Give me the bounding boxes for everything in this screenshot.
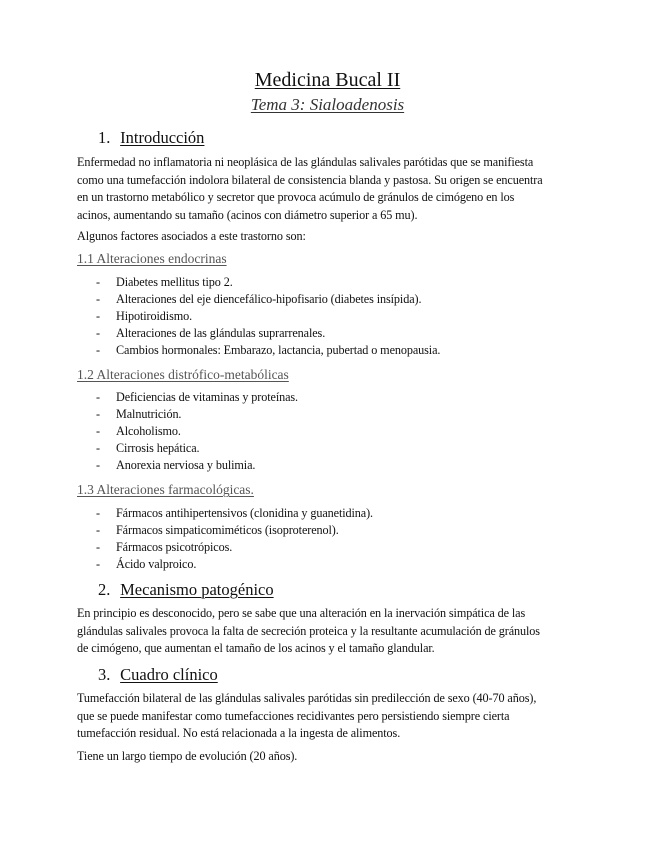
document-title: Medicina Bucal II [254,69,401,91]
subsection-heading-endocrinas: 1.1 Alteraciones endocrinas [77,251,227,266]
bullet-dash: - [96,441,100,455]
subsection-heading-distrofico-metabolicas: 1.2 Alteraciones distrófico-metabólicas [77,367,289,382]
list-item-text: Alcoholismo. [116,424,181,438]
paragraph-line: de cimógeno, que aumentan el tamaño de los acinos y el tamaño glandular. [77,641,435,655]
section-heading-mecanismo [98,580,274,600]
bullet-dash: - [96,424,100,438]
bullet-dash: - [96,407,100,421]
paragraph-line: como una tumefacción indolora bilateral de consistencia blanda y pastosa. Su origen se encuentra [77,172,543,187]
list-item-text: Fármacos antihipertensivos (clonidina y guanetidina). [116,506,373,520]
list-item-text: Cambios hormonales: Embarazo, lactancia, pubertad o menopausia. [116,343,441,357]
paragraph-factores [77,228,587,246]
paragraph-introduccion [77,154,587,224]
list-item-text: Malnutrición. [116,407,182,421]
list-item-text: Fármacos psicotrópicos. [116,540,233,554]
bullet-dash: - [96,309,100,323]
bullet-dash: - [96,343,100,357]
list-item-text: Alteraciones de las glándulas suprarrenales. [116,326,326,340]
section-number: 2. [98,580,111,599]
section-title: Mecanismo patogénico [120,580,274,599]
paragraph-line: que se puede manifestar como tumefacciones recidivantes pero persistiendo siempre cierta [77,708,510,723]
list-item-text: Deficiencias de vitaminas y proteínas. [116,390,298,404]
bullet-dash: - [96,326,100,340]
list-item-text: Fármacos simpaticomiméticos (isoproterenol). [116,523,339,537]
bullet-dash: - [96,458,100,472]
paragraph-line: Tumefacción bilateral de las glándulas salivales parótidas sin predilección de sexo (40-70 años), [77,691,537,705]
section-heading-cuadro-clinico [98,665,218,685]
document-subtitle: Tema 3: Sialoadenosis [250,95,405,114]
section-number: 1. [98,128,111,147]
paragraph-line: acinos, aumentando su tamaño (acinos con diámetro superior a 65 mu). [77,207,418,222]
bullet-dash: - [96,275,100,289]
section-title: Introducción [120,128,205,147]
bullet-dash: - [96,292,100,306]
list-item-text: Anorexia nerviosa y bulimia. [116,458,256,472]
list-item-text: Diabetes mellitus tipo 2. [116,275,233,289]
paragraph-line: Algunos factores asociados a este trastorno son: [77,229,306,243]
bullet-dash: - [96,540,100,554]
paragraph-line: glándulas salivales provoca la falta de secreción proteica y la resultante acumulación de gránulos [77,623,540,638]
list-item-text: Hipotiroidismo. [116,309,193,323]
section-title: Cuadro clínico [120,665,218,684]
section-number: 3. [98,665,111,684]
list-item-text: Ácido valproico. [116,557,197,571]
paragraph-evolucion [77,748,587,766]
paragraph-line: Tiene un largo tiempo de evolución (20 años). [77,749,298,763]
bullet-dash: - [96,506,100,520]
list-item-text: Cirrosis hepática. [116,441,200,455]
bullet-dash: - [96,390,100,404]
bullet-dash: - [96,523,100,537]
bullet-dash: - [96,557,100,571]
section-heading-introduccion [98,128,204,148]
paragraph-line: Enfermedad no inflamatoria ni neoplásica de las glándulas salivales parótidas que se manifiesta [77,155,534,169]
paragraph-line: en un trastorno metabólico y secretor que provoca acúmulo de gránulos de cimógeno en los [77,190,515,204]
subsection-heading-farmacologicas: 1.3 Alteraciones farmacológicas. [77,482,254,497]
paragraph-cuadro-clinico [77,690,587,743]
paragraph-line: En principio es desconocido, pero se sabe que una alteración en la inervación simpática de las [77,606,526,620]
list-item-text: Alteraciones del eje diencefálico-hipofisario (diabetes insípida). [116,292,422,306]
paragraph-mecanismo [77,605,587,658]
paragraph-line: tumefacción residual. No está relacionada a la ingesta de alimentos. [77,726,401,740]
